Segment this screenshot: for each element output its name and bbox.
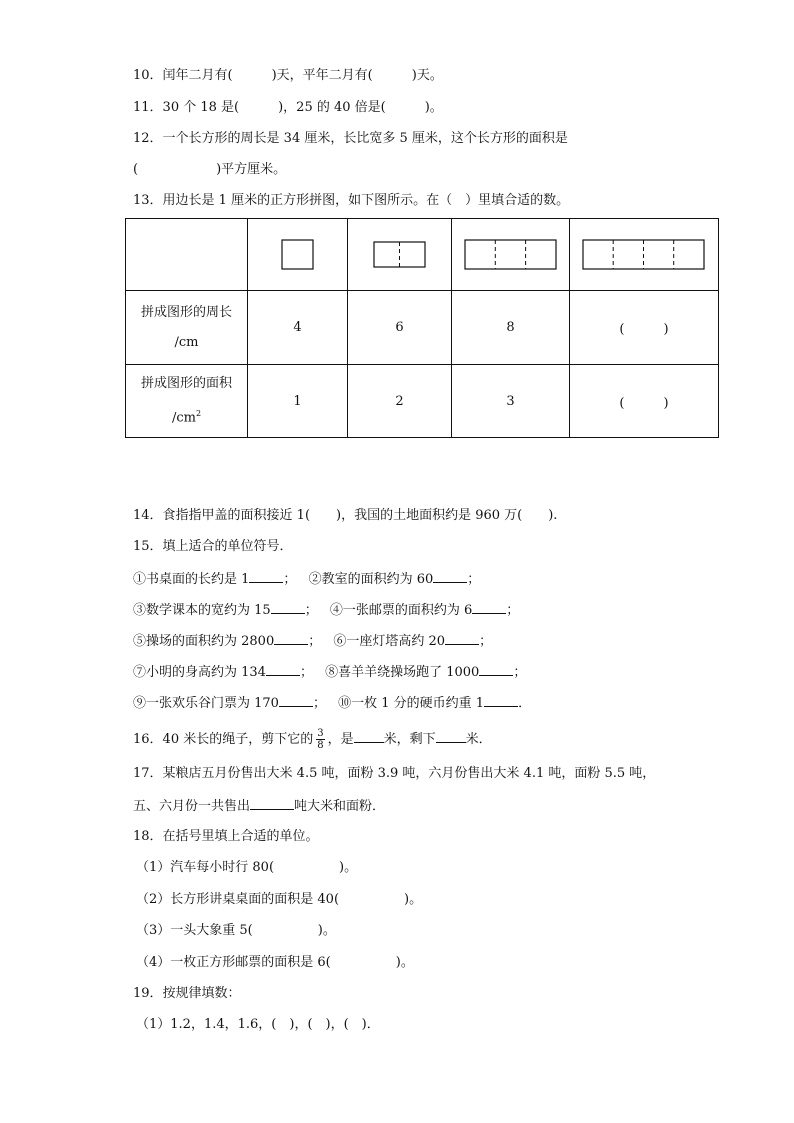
question-17-line-1: 17．某粮店五月份售出大米 4.5 吨，面粉 3.9 吨，六月份售出大米 4.1 吨，面粉 5.5 吨， xyxy=(133,766,656,781)
question-15: 15．填上适合的单位符号． xyxy=(133,539,293,554)
figure-row xyxy=(126,219,719,291)
answer-blank[interactable] xyxy=(274,631,308,645)
question-16: 16．40 米长的绳子，剪下它的 $\frac{3}{8}$ ，是 米，剩下 米． xyxy=(133,728,492,751)
question-12-line-1: 12．一个长方形的周长是 34 厘米，长比宽多 5 厘米，这个长方形的面积是 xyxy=(133,131,568,146)
area-answer-cell[interactable]: ( ) xyxy=(570,365,719,438)
question-14: 14．食指指甲盖的面积接近 1( )，我国的土地面积约是 960 万( ). xyxy=(133,508,558,523)
q18-item-4: （4）一枚正方形邮票的面积是 6( )。 xyxy=(136,955,414,970)
area-cell: 3 xyxy=(452,365,570,438)
q19-item-1: （1）1.2，1.4，1.6，( )，( )，( )． xyxy=(136,1017,380,1032)
answer-blank[interactable] xyxy=(271,600,305,614)
perimeter-answer-cell[interactable]: ( ) xyxy=(570,291,719,365)
question-10: 10．闰年二月有( )天，平年二月有( )天。 xyxy=(133,68,443,83)
answer-blank[interactable] xyxy=(266,662,300,676)
tiling-table xyxy=(125,218,719,438)
figure-1-square xyxy=(248,219,348,291)
q18-item-1: （1）汽车每小时行 80( )。 xyxy=(136,860,358,875)
figure-4-squares xyxy=(570,219,719,291)
q15-row-1: ①书桌面的长约是 1 ； ②教室的面积约为 60 ； xyxy=(133,569,480,589)
answer-blank[interactable] xyxy=(433,569,467,583)
area-cell: 2 xyxy=(348,365,452,438)
perimeter-cell: 6 xyxy=(348,291,452,365)
answer-blank[interactable] xyxy=(445,631,479,645)
figure-3-squares xyxy=(452,219,570,291)
perimeter-cell: 8 xyxy=(452,291,570,365)
q15-row-5: ⑨一张欢乐谷门票为 170 ； ⑩一枚 1 分的硬币约重 1 ． xyxy=(133,693,531,713)
question-19: 19．按规律填数： xyxy=(133,986,241,1001)
area-unit: $/cm^2$ xyxy=(171,408,202,426)
q15-row-4: ⑦小明的身高约为 134 ； ⑧喜羊羊绕操场跑了 1000 ； xyxy=(133,662,526,682)
answer-blank[interactable] xyxy=(472,600,506,614)
perimeter-row xyxy=(126,291,719,365)
q18-item-2: （2）长方形讲桌桌面的面积是 40( )。 xyxy=(136,892,423,907)
perimeter-cell: 4 xyxy=(248,291,348,365)
q18-item-3: （3）一头大象重 5( )。 xyxy=(136,923,336,938)
question-11: 11．30 个 18 是( )，25 的 40 倍是( )。 xyxy=(133,100,443,115)
question-12-line-2: ( )平方厘米。 xyxy=(133,162,287,177)
perimeter-label-text: 拼成图形的周长 xyxy=(140,304,232,320)
fraction: $\frac{3}{8}$ xyxy=(317,728,324,751)
perimeter-label xyxy=(126,291,248,365)
answer-blank[interactable] xyxy=(436,729,466,743)
area-row xyxy=(126,365,719,438)
q15-row-2: ③数学课本的宽约为 15 ； ④一张邮票的面积约为 6 ； xyxy=(133,600,519,620)
question-13: 13．用边长是 1 厘米的正方形拼图，如下图所示。在（ ）里填合适的数。 xyxy=(133,193,570,208)
q15-row-3: ⑤操场的面积约为 2800 ； ⑥一座灯塔高约 20 ； xyxy=(133,631,492,651)
answer-blank[interactable] xyxy=(484,693,518,707)
perimeter-unit: /cm xyxy=(174,334,199,350)
area-label-text: 拼成图形的面积 xyxy=(140,375,232,391)
area-label xyxy=(126,365,248,438)
answer-blank[interactable] xyxy=(479,662,513,676)
area-cell: 1 xyxy=(248,365,348,438)
empty-header-cell xyxy=(126,219,248,291)
question-18: 18．在括号里填上合适的单位。 xyxy=(133,829,319,844)
answer-blank[interactable] xyxy=(249,569,283,583)
answer-blank[interactable] xyxy=(354,729,384,743)
answer-blank[interactable] xyxy=(279,693,313,707)
figure-2-squares xyxy=(348,219,452,291)
answer-blank[interactable] xyxy=(250,796,294,810)
question-17-line-2: 五、六月份一共售出 吨大米和面粉． xyxy=(133,796,385,816)
